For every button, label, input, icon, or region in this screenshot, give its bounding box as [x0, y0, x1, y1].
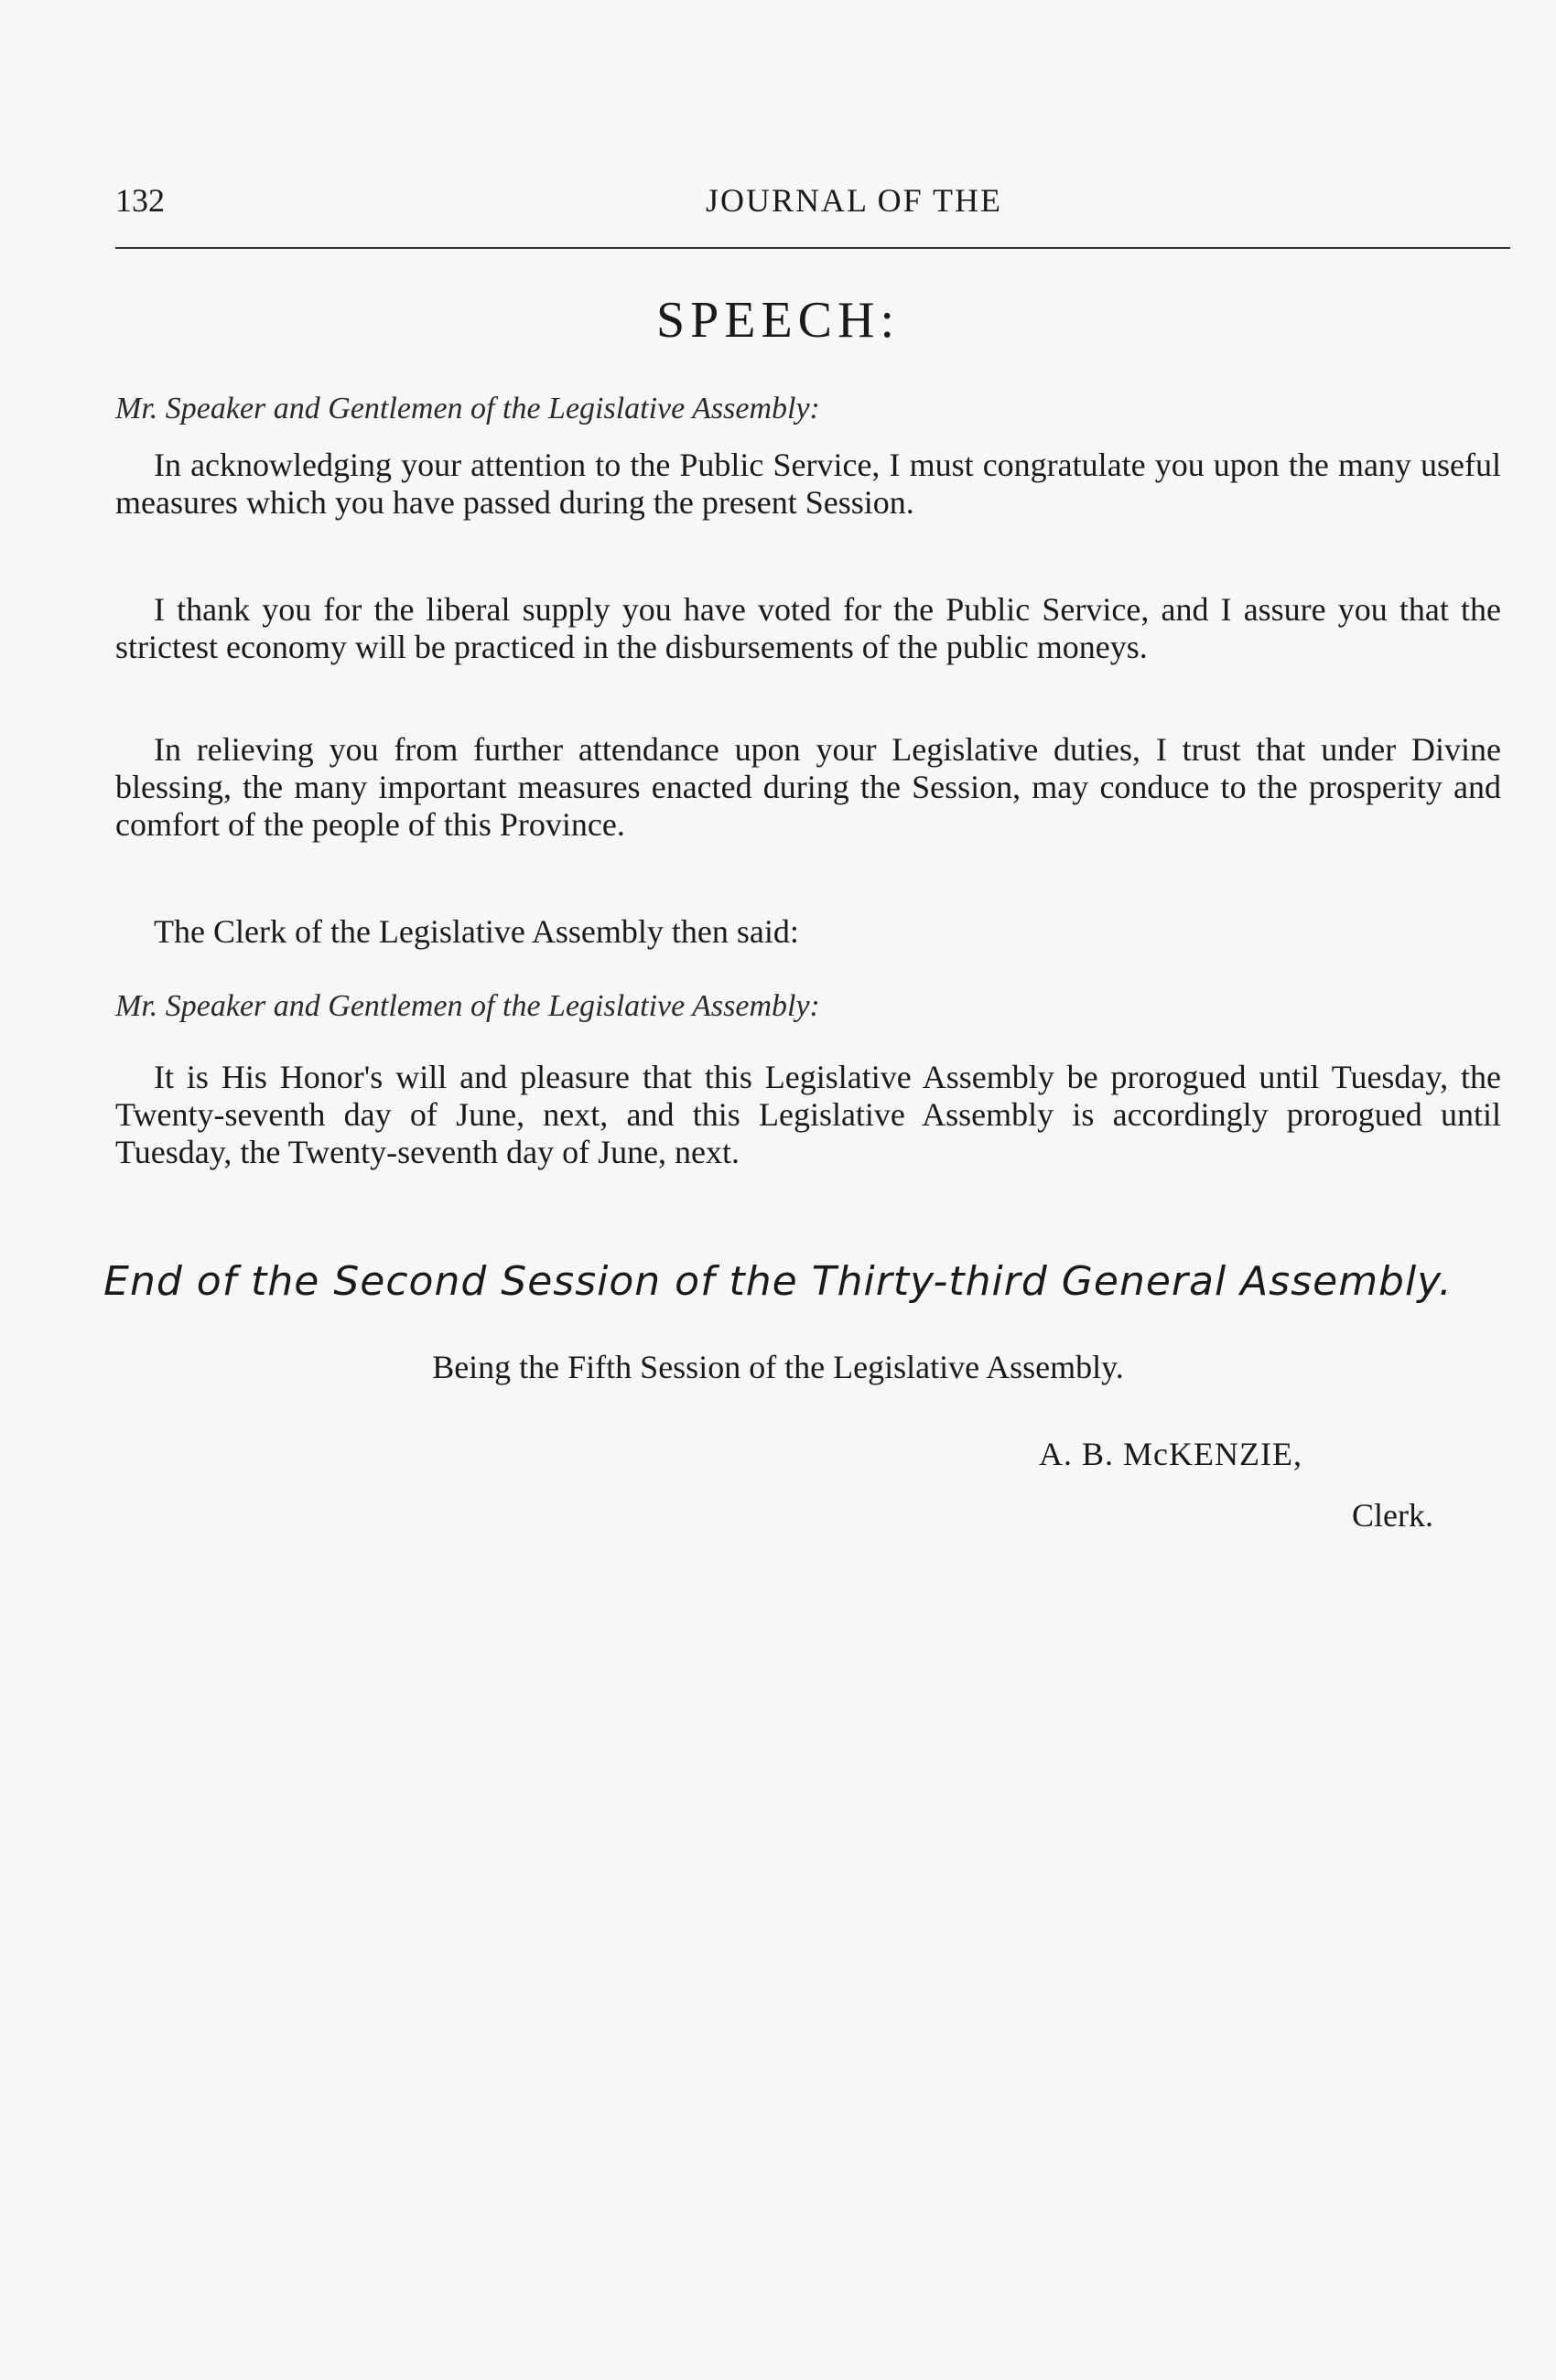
speech-paragraph-2: I thank you for the liberal supply you have voted for the Public Service, and I assure you that the strictest economy will be practiced in the disbursements of the public moneys.: [115, 591, 1501, 665]
clerk-intro: The Clerk of the Legislative Assembly then said:: [154, 913, 799, 950]
signature-name: A. B. McKENZIE,: [1039, 1436, 1302, 1472]
journal-title: JOURNAL OF THE: [705, 182, 1002, 219]
speech-paragraph-3: In relieving you from further attendance upon your Legislative duties, I trust that under Divine blessing, the many important measures enacted during the Session, may conduce to the prosperity and comfort of the people of this Province.: [115, 731, 1501, 843]
signature-title: Clerk.: [1352, 1497, 1433, 1534]
clerk-paragraph: It is His Honor's will and pleasure that this Legislative Assembly be prorogued until Tuesday, the Twenty-seventh day of June, next, and this Legislative Assembly is accordingly prorogued until Tuesday, the Twenty-seventh day of June, next.: [115, 1059, 1501, 1170]
end-of-session-note: End of the Second Session of the Thirty-third General Assembly.: [103, 1258, 1453, 1305]
running-head: [115, 181, 1510, 227]
speech-salutation: Mr. Speaker and Gentlemen of the Legislative Assembly:: [115, 392, 820, 425]
speech-heading: SPEECH:: [655, 292, 901, 349]
speech-paragraph-1: In acknowledging your attention to the Public Service, I must congratulate you upon the many useful measures which you have passed during the present Session.: [115, 447, 1501, 521]
clerk-salutation: Mr. Speaker and Gentlemen of the Legislative Assembly:: [115, 989, 820, 1023]
page-number: 132: [115, 182, 165, 219]
header-rule: [115, 247, 1510, 249]
session-note: Being the Fifth Session of the Legislative Assembly.: [432, 1349, 1124, 1385]
